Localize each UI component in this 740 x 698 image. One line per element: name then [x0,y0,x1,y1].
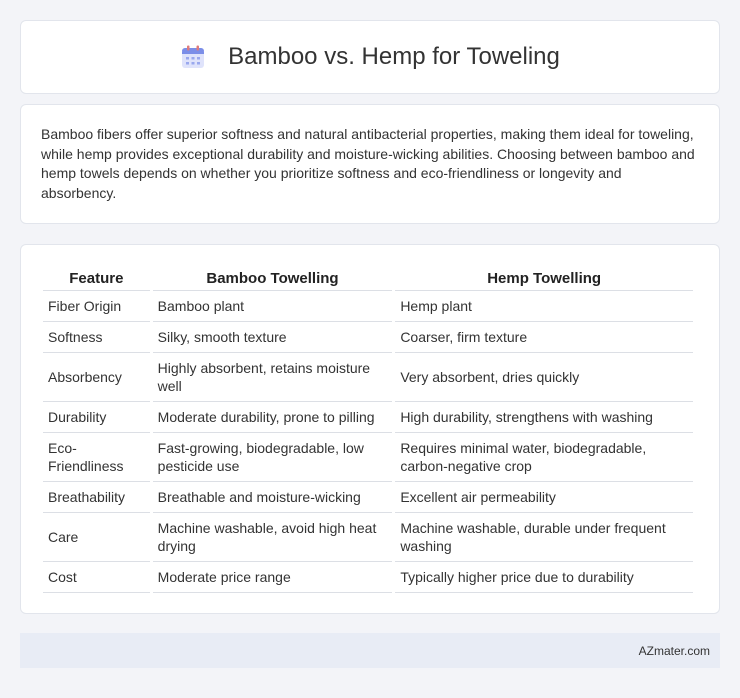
table-row [43,433,693,482]
calendar-icon [180,44,206,70]
cell-hemp: Requires minimal water, biodegradable, carbon-negative crop [395,433,693,482]
page-title: Bamboo vs. Hemp for Toweling [228,43,560,70]
cell-feature: Eco-Friendliness [43,433,150,482]
table-header-row [43,265,693,291]
footer-site-link[interactable]: AZmater.com [638,643,710,658]
cell-feature: Softness [43,322,150,353]
title-card [20,20,720,94]
table-row [43,562,693,593]
cell-bamboo: Highly absorbent, retains moisture well [153,353,393,402]
header-bamboo: Bamboo Towelling [153,265,393,291]
cell-hemp: High durability, strengthens with washing [395,402,693,433]
table-row [43,482,693,513]
cell-bamboo: Moderate price range [153,562,393,593]
cell-feature: Breathability [43,482,150,513]
table-row [43,322,693,353]
cell-hemp: Excellent air permeability [395,482,693,513]
cell-feature: Absorbency [43,353,150,402]
header-hemp: Hemp Towelling [395,265,693,291]
cell-hemp: Coarser, firm texture [395,322,693,353]
header-feature: Feature [43,265,150,291]
cell-bamboo: Bamboo plant [153,291,393,322]
table-row [43,402,693,433]
cell-bamboo: Silky, smooth texture [153,322,393,353]
cell-bamboo: Breathable and moisture-wicking [153,482,393,513]
cell-feature: Cost [43,562,150,593]
cell-hemp: Hemp plant [395,291,693,322]
comparison-table [40,265,696,593]
table-row [43,291,693,322]
comparison-table-card [20,244,720,614]
cell-bamboo: Fast-growing, biodegradable, low pesticide use [153,433,393,482]
footer [20,633,720,668]
intro-card [20,104,720,224]
cell-hemp: Typically higher price due to durability [395,562,693,593]
cell-bamboo: Machine washable, avoid high heat drying [153,513,393,562]
cell-feature: Fiber Origin [43,291,150,322]
cell-feature: Care [43,513,150,562]
cell-hemp: Machine washable, durable under frequent washing [395,513,693,562]
table-row [43,513,693,562]
intro-paragraph: Bamboo fibers offer superior softness and natural antibacterial properties, making them ideal for toweling, while hemp provides exceptional durability and moisture-wicking abilities. Choosing between bamboo and hemp towels depends on whether you prioritize softness and eco-friendliness or longevity and absorbency. [41,126,695,201]
table-row [43,353,693,402]
cell-feature: Durability [43,402,150,433]
cell-hemp: Very absorbent, dries quickly [395,353,693,402]
cell-bamboo: Moderate durability, prone to pilling [153,402,393,433]
